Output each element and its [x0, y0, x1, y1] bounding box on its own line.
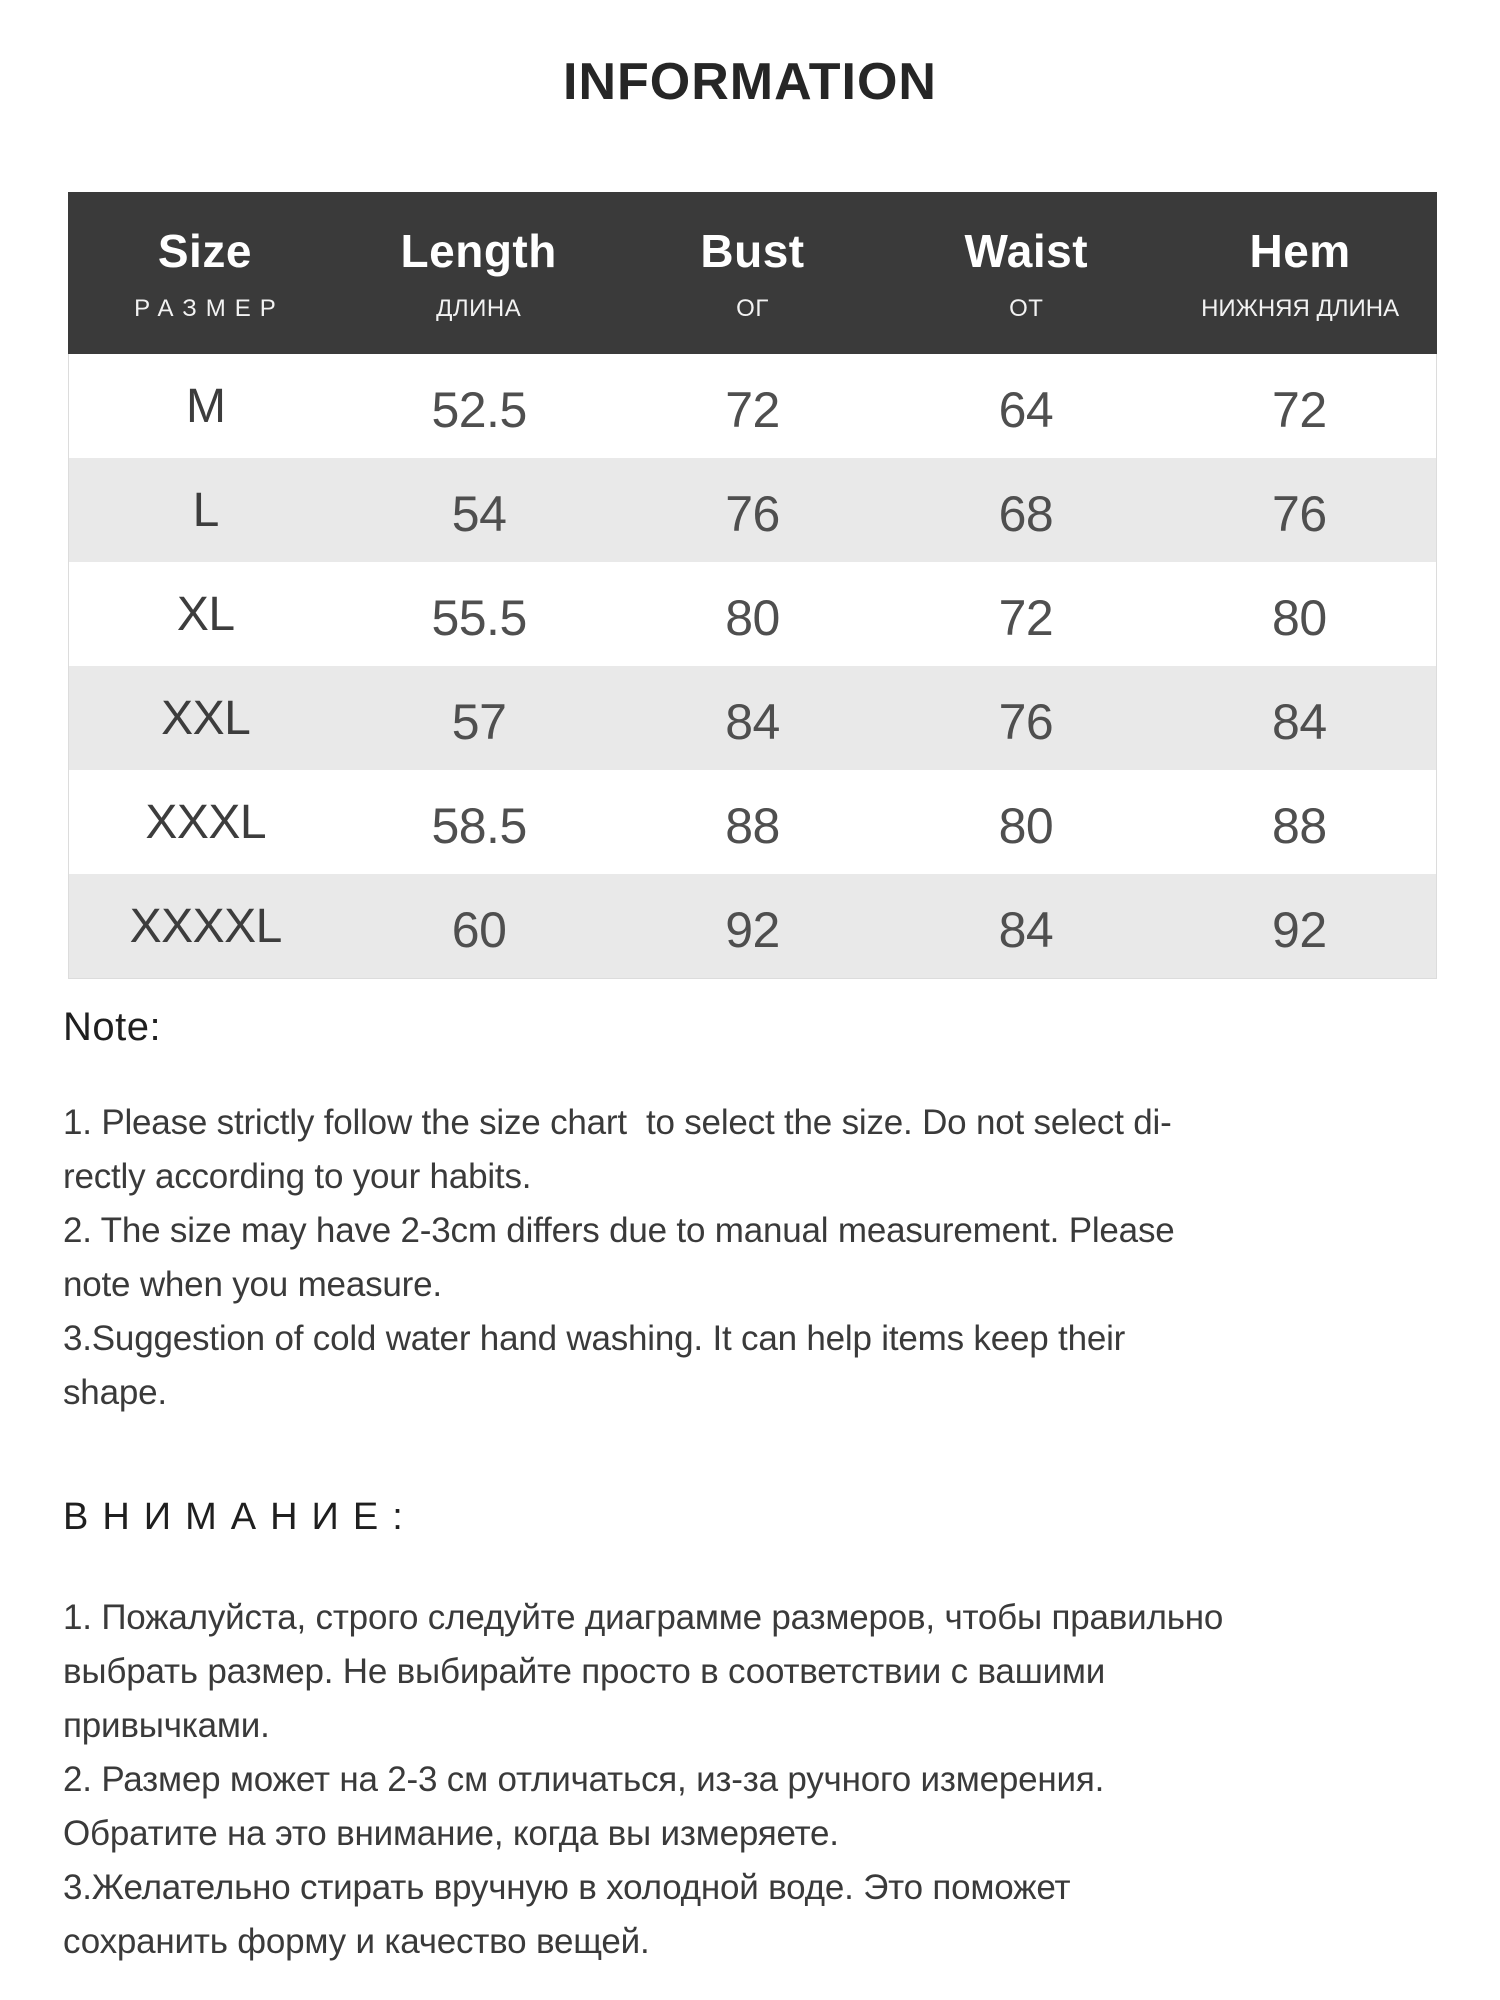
table-header-row	[68, 192, 1437, 354]
cell-waist: 80	[998, 798, 1054, 854]
note-line: 3.Suggestion of cold water hand washing. It can help items keep their	[63, 1319, 1126, 1358]
cell-size: XXXL	[145, 795, 267, 849]
note-line: 1. Please strictly follow the size chart to select the size. Do not select di-	[63, 1103, 1172, 1142]
cell-bust: 80	[725, 590, 780, 646]
note-line: привычками.	[63, 1706, 270, 1745]
cell-length: 57	[451, 694, 507, 750]
table-body	[68, 354, 1437, 979]
column-header-length	[342, 192, 616, 354]
column-label-ru: ОТ	[1009, 294, 1044, 322]
column-label-en: Hem	[1249, 224, 1351, 277]
note-line: 3.Желательно стирать вручную в холодной воде. Это поможет	[63, 1868, 1071, 1907]
column-header-hem	[1163, 192, 1437, 354]
cell-hem: 80	[1272, 590, 1327, 646]
table-row-xxxxl	[69, 874, 1436, 978]
notes-russian-heading: ВНИМАНИЕ:	[63, 1496, 417, 1538]
note-line: note when you measure.	[63, 1265, 442, 1304]
cell-size: XXL	[161, 691, 251, 745]
column-header-size	[68, 192, 342, 354]
note-line: rectly according to your habits.	[63, 1157, 532, 1196]
cell-size: L	[192, 483, 219, 537]
cell-length: 60	[451, 902, 507, 958]
cell-hem: 72	[1272, 382, 1327, 438]
cell-waist: 72	[998, 590, 1054, 646]
note-line: выбрать размер. Не выбирайте просто в соответствии с вашими	[63, 1652, 1106, 1691]
table-row-l	[69, 458, 1436, 562]
cell-waist: 64	[998, 382, 1054, 438]
cell-bust: 72	[725, 382, 780, 438]
column-label-ru: НИЖНЯЯ ДЛИНА	[1201, 294, 1400, 322]
cell-bust: 84	[725, 694, 780, 750]
notes-russian-section	[63, 1496, 1443, 1969]
cell-waist: 68	[998, 486, 1054, 542]
table-row-m	[69, 354, 1436, 458]
cell-waist: 76	[998, 694, 1054, 750]
column-label-en: Bust	[700, 224, 805, 277]
column-label-ru: РАЗМЕР	[134, 294, 285, 322]
size-chart-table	[68, 192, 1437, 979]
cell-length: 54	[451, 486, 507, 542]
column-header-bust	[616, 192, 890, 354]
cell-size: XL	[176, 587, 235, 641]
note-line: сохранить форму и качество вещей.	[63, 1922, 650, 1961]
page-title: INFORMATION	[563, 53, 937, 111]
notes-english-heading: Note:	[63, 1005, 162, 1049]
cell-length: 52.5	[431, 382, 527, 438]
column-label-ru: ДЛИНА	[436, 294, 522, 322]
table-row-xxxl	[69, 770, 1436, 874]
cell-length: 58.5	[431, 798, 527, 854]
notes-english-section	[63, 1005, 1443, 1420]
table-row-xl	[69, 562, 1436, 666]
cell-hem: 92	[1272, 902, 1327, 958]
cell-bust: 92	[725, 902, 780, 958]
cell-bust: 76	[725, 486, 780, 542]
note-line: 2. The size may have 2-3cm differs due to manual measurement. Please	[63, 1211, 1175, 1250]
column-label-ru: ОГ	[736, 294, 769, 322]
note-line: 1. Пожалуйста, строго следуйте диаграмме размеров, чтобы правильно	[63, 1598, 1224, 1637]
cell-bust: 88	[725, 798, 780, 854]
note-line: shape.	[63, 1373, 167, 1412]
column-header-waist	[889, 192, 1163, 354]
notes-english-body	[63, 1096, 1443, 1420]
note-line: Обратите на это внимание, когда вы измеряете.	[63, 1814, 839, 1853]
cell-hem: 88	[1272, 798, 1327, 854]
cell-size: M	[185, 379, 226, 433]
cell-size: XXXXL	[129, 899, 282, 953]
column-label-en: Size	[157, 224, 252, 277]
note-line: 2. Размер может на 2-3 см отличаться, из-за ручного измерения.	[63, 1760, 1105, 1799]
cell-hem: 84	[1272, 694, 1327, 750]
column-label-en: Length	[400, 224, 557, 277]
cell-waist: 84	[998, 902, 1054, 958]
column-label-en: Waist	[964, 224, 1089, 277]
cell-length: 55.5	[431, 590, 527, 646]
notes-russian-body	[63, 1591, 1443, 1969]
cell-hem: 76	[1272, 486, 1327, 542]
table-row-xxl	[69, 666, 1436, 770]
